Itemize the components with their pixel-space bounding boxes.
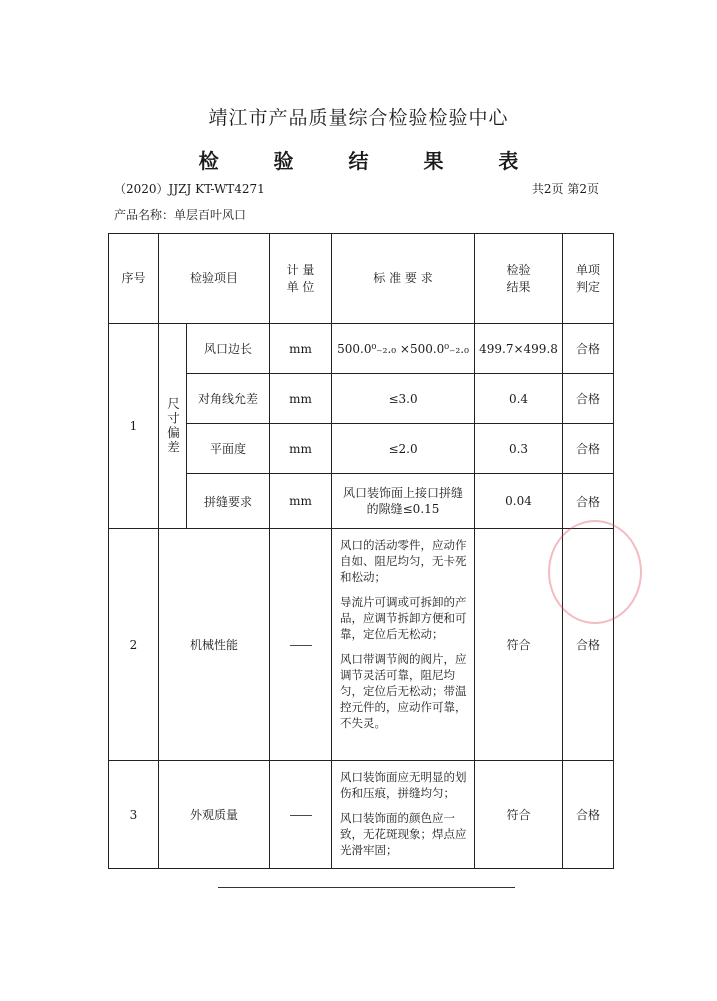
row3-seq: 3 bbox=[109, 761, 159, 869]
header-result: 检验 结果 bbox=[475, 234, 563, 324]
row3-standard bbox=[332, 761, 475, 869]
sub-verdict: 合格 bbox=[563, 374, 614, 424]
sub-verdict: 合格 bbox=[563, 424, 614, 474]
sub-item: 平面度 bbox=[187, 424, 270, 474]
sub-unit: mm bbox=[270, 474, 332, 529]
row3-unit: —— bbox=[270, 761, 332, 869]
result-table bbox=[108, 233, 614, 869]
sub-result: 0.04 bbox=[475, 474, 563, 529]
sub-item: 风口边长 bbox=[187, 324, 270, 374]
row1-group-label: 尺寸偏差 bbox=[165, 397, 181, 455]
requirement-text: 导流片可调或可拆卸的产品，应调节拆卸方便和可靠，定位后无松动； bbox=[340, 595, 467, 641]
sub-unit: mm bbox=[270, 374, 332, 424]
row1-seq: 1 bbox=[109, 324, 159, 529]
sub-result: 0.4 bbox=[475, 374, 563, 424]
document-number: （2020）JJZJ KT-WT4271 bbox=[114, 182, 265, 196]
sub-standard: 500.0⁰₋₂.₀ ×500.0⁰₋₂.₀ bbox=[332, 324, 475, 374]
sub-result: 0.3 bbox=[475, 424, 563, 474]
header-unit: 计 量 单 位 bbox=[270, 234, 332, 324]
row2-result: 符合 bbox=[475, 529, 563, 761]
row2-seq: 2 bbox=[109, 529, 159, 761]
requirement-text: 风口带调节阀的阀片，应调节灵活可靠，阻尼均匀，定位后无松动；带温控元件的，应动作可靠，不失灵。 bbox=[340, 652, 467, 730]
row2-unit: —— bbox=[270, 529, 332, 761]
sub-standard: ≤2.0 bbox=[332, 424, 475, 474]
row3-result: 符合 bbox=[475, 761, 563, 869]
table-row bbox=[109, 529, 614, 761]
sub-verdict: 合格 bbox=[563, 474, 614, 529]
page-info: 共2页 第2页 bbox=[531, 182, 599, 196]
header-standard: 标 准 要 求 bbox=[332, 234, 475, 324]
org-title: 靖江市产品质量综合检验检验中心 bbox=[208, 107, 509, 129]
header-seq: 序号 bbox=[109, 234, 159, 324]
header-item: 检验项目 bbox=[159, 234, 270, 324]
row2-standard bbox=[332, 529, 475, 761]
row2-item: 机械性能 bbox=[159, 529, 270, 761]
table-row bbox=[109, 761, 614, 869]
header-verdict: 单项 判定 bbox=[563, 234, 614, 324]
footer-divider bbox=[218, 887, 515, 888]
row2-verdict: 合格 bbox=[563, 529, 614, 761]
row3-item: 外观质量 bbox=[159, 761, 270, 869]
product-name: 产品名称：单层百叶风口 bbox=[114, 208, 247, 222]
sub-standard: 风口装饰面上接口拼缝的隙缝≤0.15 bbox=[332, 474, 475, 529]
requirement-text: 风口的活动零件，应动作自如、阻尼均匀，无卡死和松动； bbox=[340, 538, 467, 584]
requirement-text: 风口装饰面应无明显的划伤和压痕，拼缝均匀； bbox=[340, 770, 467, 800]
requirement-text: 风口装饰面的颜色应一致，无花斑现象；焊点应光滑牢固； bbox=[340, 811, 467, 857]
table-header-row bbox=[109, 234, 614, 324]
sub-result: 499.7×499.8 bbox=[475, 324, 563, 374]
sub-unit: mm bbox=[270, 324, 332, 374]
sub-item: 对角线允差 bbox=[187, 374, 270, 424]
row1-group bbox=[159, 324, 187, 529]
sub-verdict: 合格 bbox=[563, 324, 614, 374]
sub-unit: mm bbox=[270, 424, 332, 474]
table-row bbox=[109, 324, 614, 374]
report-title: 检 验 结 果 表 bbox=[198, 149, 543, 173]
row3-verdict: 合格 bbox=[563, 761, 614, 869]
sub-item: 拼缝要求 bbox=[187, 474, 270, 529]
sub-standard: ≤3.0 bbox=[332, 374, 475, 424]
